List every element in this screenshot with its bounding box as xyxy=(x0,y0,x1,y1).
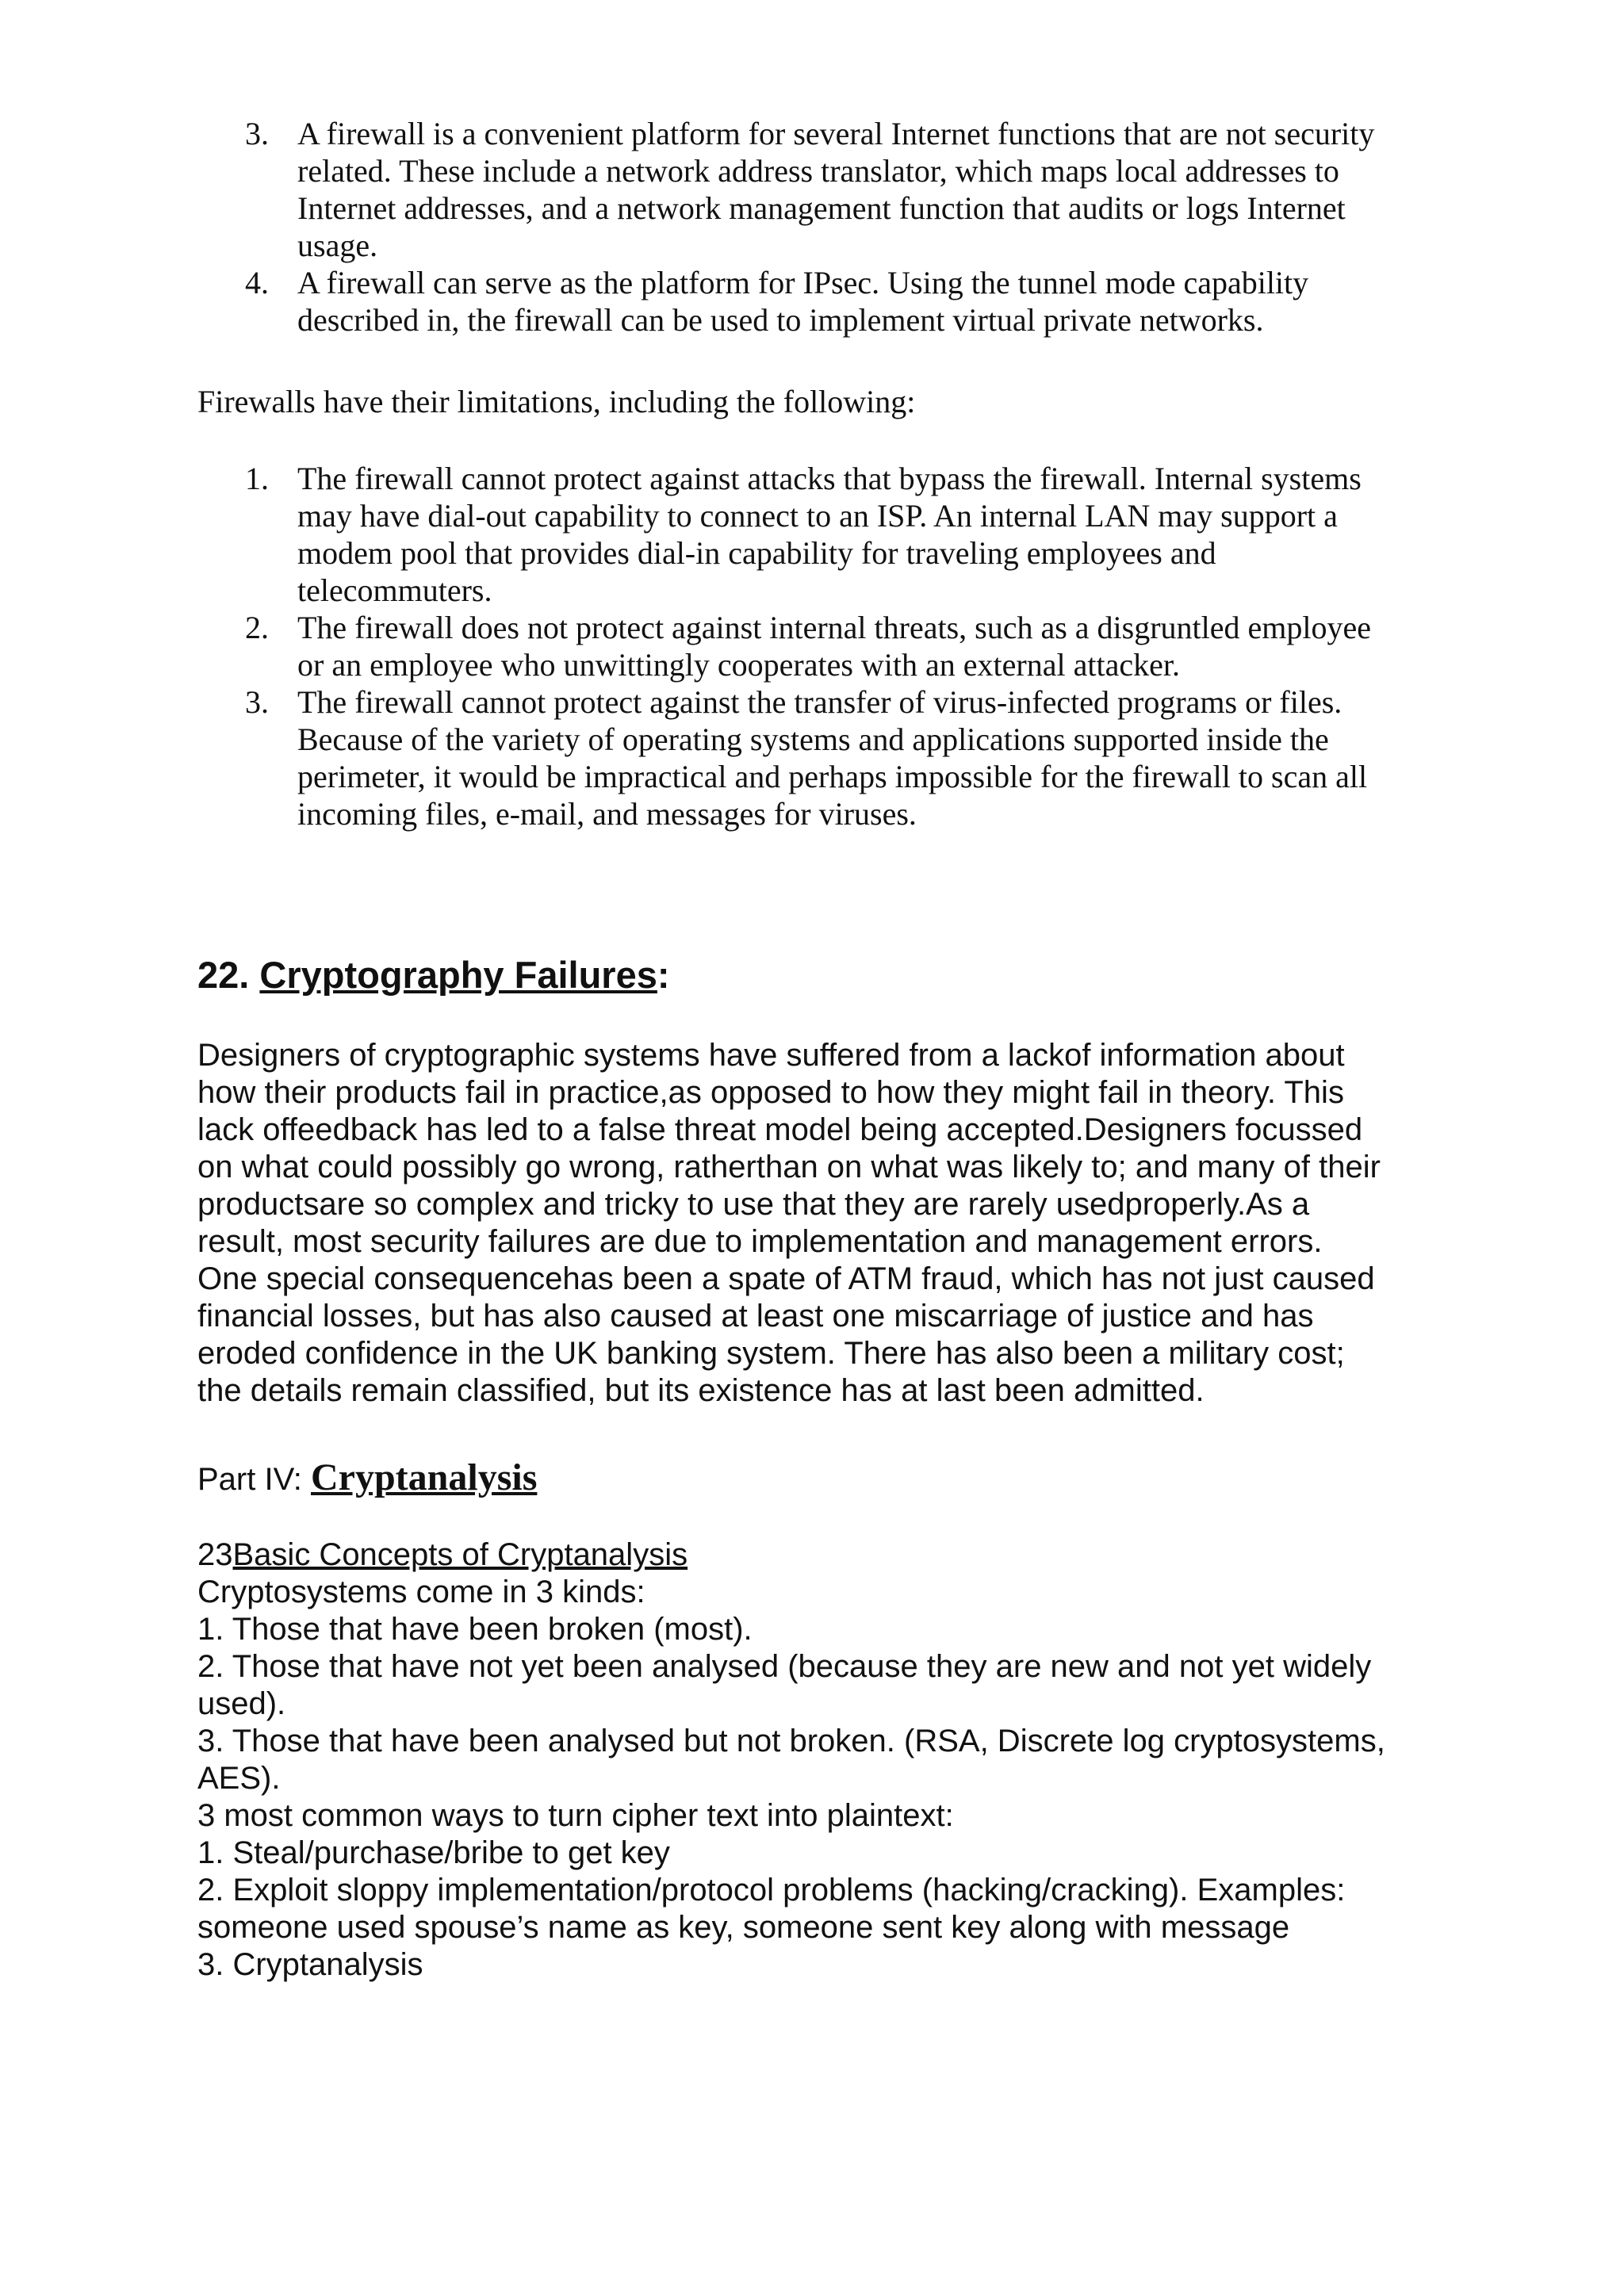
list-item-number: 2. xyxy=(245,610,269,645)
paragraph-line: productsare so complex and tricky to use that they are rarely usedproperly.As a xyxy=(197,1187,1310,1222)
paragraph-line: on what could possibly go wrong, ratherthan on what was likely to; and many of their xyxy=(197,1150,1381,1184)
body-line: 3 most common ways to turn cipher text into plaintext: xyxy=(197,1798,954,1833)
list-item-line: The firewall cannot protect against attacks that bypass the firewall. Internal systems xyxy=(297,461,1362,496)
body-line: used). xyxy=(197,1686,286,1721)
list-item-number: 3. xyxy=(245,116,269,151)
list-item-line: A firewall can serve as the platform for IPsec. Using the tunnel mode capability xyxy=(297,265,1309,300)
paragraph-line: Designers of cryptographic systems have suffered from a lackof information about xyxy=(197,1038,1345,1073)
section-colon: : xyxy=(657,954,670,996)
list-item-line: Internet addresses, and a network management function that audits or logs Internet xyxy=(297,190,1346,226)
body-line: Cryptosystems come in 3 kinds: xyxy=(197,1575,645,1609)
paragraph-line: how their products fail in practice,as opposed to how they might fail in theory. This xyxy=(197,1075,1344,1110)
list-item-line: incoming files, e-mail, and messages for viruses. xyxy=(297,796,917,832)
list-item xyxy=(197,264,1482,339)
list-item-line: A firewall is a convenient platform for several Internet functions that are not security xyxy=(297,116,1375,151)
list-item xyxy=(197,115,1482,264)
section-number: 22. xyxy=(197,954,260,996)
body-line: someone used spouse’s name as key, someone sent key along with message xyxy=(197,1910,1290,1945)
list-item-line: perimeter, it would be impractical and perhaps impossible for the firewall to scan all xyxy=(297,759,1368,794)
paragraph-line: One special consequencehas been a spate of ATM fraud, which has not just caused xyxy=(197,1261,1375,1296)
section-heading-22 xyxy=(197,953,1482,997)
list-item-line: or an employee who unwittingly cooperates with an external attacker. xyxy=(297,647,1180,683)
list-item-line: related. These include a network address translator, which maps local addresses to xyxy=(297,153,1339,189)
body-line: 3. Cryptanalysis xyxy=(197,1947,423,1982)
paragraph-line: financial losses, but has also caused at least one miscarriage of justice and has xyxy=(197,1299,1314,1334)
body-line: 1. Those that have been broken (most). xyxy=(197,1612,753,1647)
body-line: 2. Exploit sloppy implementation/protocol problems (hacking/cracking). Examples: xyxy=(197,1873,1346,1908)
cryptanalysis-basics xyxy=(197,1536,1482,1984)
section-title: Cryptography Failures xyxy=(259,954,657,996)
list-item-line: The firewall cannot protect against the transfer of virus-infected programs or files. xyxy=(297,684,1342,720)
list-item-line: may have dial-out capability to connect to an ISP. An internal LAN may support a xyxy=(297,498,1338,534)
list-item-line: Because of the variety of operating systems and applications supported inside the xyxy=(297,721,1329,757)
list-item xyxy=(197,683,1482,832)
body-line: 3. Those that have been analysed but not broken. (RSA, Discrete log cryptosystems, xyxy=(197,1724,1385,1758)
part-prefix: Part IV: xyxy=(197,1462,312,1497)
body-line: 1. Steal/purchase/bribe to get key xyxy=(197,1835,670,1870)
list-item-line: The firewall does not protect against internal threats, such as a disgruntled employee xyxy=(297,610,1372,645)
section-number: 23 xyxy=(197,1537,233,1572)
list-item-line: described in, the firewall can be used to implement virtual private networks. xyxy=(297,302,1264,338)
list-item-number: 4. xyxy=(245,265,269,300)
list-item-line: telecommuters. xyxy=(297,572,492,608)
body-line: 2. Those that have not yet been analysed (because they are new and not yet widely xyxy=(197,1649,1372,1684)
paragraph-line: lack offeedback has led to a false threat model being accepted.Designers focussed xyxy=(197,1112,1363,1147)
list-item-number: 3. xyxy=(245,684,269,720)
section-title: Basic Concepts of Cryptanalysis xyxy=(232,1537,688,1572)
body-line: AES). xyxy=(197,1761,281,1796)
list-item-line: usage. xyxy=(297,228,378,263)
list-item-number: 1. xyxy=(245,461,269,496)
firewall-limitations-list xyxy=(197,460,1482,832)
paragraph-line: result, most security failures are due to implementation and management errors. xyxy=(197,1224,1323,1259)
cryptography-failures-paragraph xyxy=(197,1037,1482,1410)
paragraph-line: the details remain classified, but its existence has at last been admitted. xyxy=(197,1373,1205,1408)
limitations-intro: Firewalls have their limitations, including the following: xyxy=(197,384,916,419)
list-item xyxy=(197,460,1482,609)
part-heading xyxy=(197,1456,1482,1502)
list-item-line: modem pool that provides dial-in capability for traveling employees and xyxy=(297,535,1216,571)
paragraph-line: eroded confidence in the UK banking system. There has also been a military cost; xyxy=(197,1336,1345,1371)
part-title: Cryptanalysis xyxy=(311,1456,538,1498)
section-heading-23 xyxy=(197,1536,1482,1574)
firewall-capabilities-list xyxy=(197,115,1482,339)
list-item xyxy=(197,609,1482,683)
